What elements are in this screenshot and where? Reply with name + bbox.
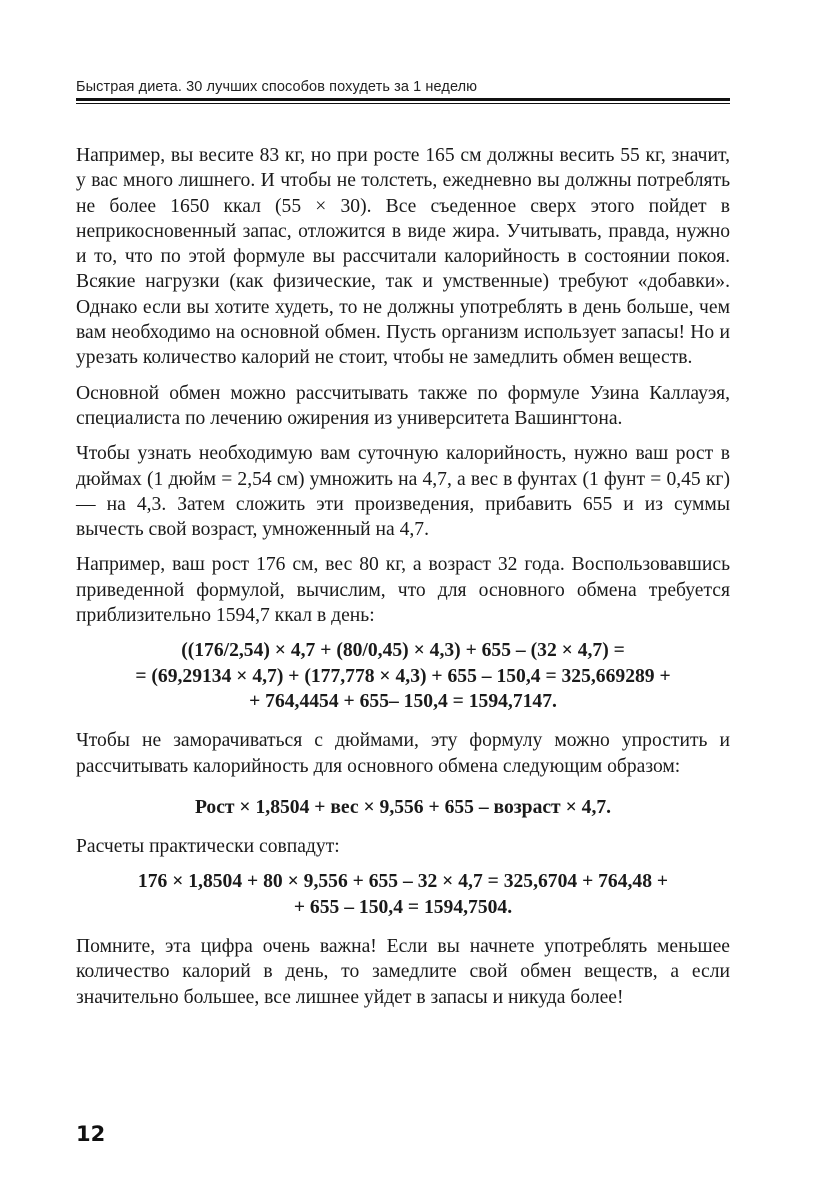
formula-1-line-3: + 764,4454 + 655– 150,4 = 1594,7147.	[249, 690, 557, 712]
paragraph-1: Например, вы весите 83 кг, но при росте 165 см должны весить 55 кг, значит, у вас много лишнего. И чтобы не толстеть, ежедневно вы должны потреблять не более 1650 ккал (55 × 30). Все съеденное сверх этого пойдет в неприкосновенный запас, отложится в виде жира. Учитывать, правда, нужно и то, что по этой формуле вы рассчитали калорийность в состоянии покоя. Всякие нагрузки (как физические, так и умственные) требуют «добавки». Однако если вы хотите худеть, то не должны употреблять в день больше, чем вам необходимо на основной обмен. Пусть организм использует запасы! Но и урезать количество калорий не стоит, чтобы не замедлить обмен веществ.	[76, 145, 730, 369]
formula-simplified	[76, 795, 730, 820]
formula-1-line-2: = (69,29134 × 4,7) + (177,778 × 4,3) + 655 – 150,4 = 325,669289 +	[135, 665, 671, 687]
page-body	[76, 143, 730, 1020]
formula-callaway-full	[76, 638, 730, 714]
paragraph-4: Например, ваш рост 176 см, вес 80 кг, а возраст 32 года. Воспользовавшись приведенной формулой, вычислим, что для основного обмена требуется приблизительно 1594,7 ккал в день:	[76, 554, 730, 627]
formula-3-line-1: 176 × 1,8504 + 80 × 9,556 + 655 – 32 × 4,7 = 325,6704 + 764,48 +	[137, 871, 669, 893]
paragraph-5: Чтобы не заморачиваться с дюймами, эту формулу можно упростить и рассчитывать калорийность для основного обмена следующим образом:	[76, 730, 730, 777]
paragraph-7: Помните, эта цифра очень важна! Если вы начнете употреблять меньшее количество калорий в день, то замедлите свой обмен веществ, а если значительно большее, все лишнее уйдет в запасы и никуда более!	[76, 936, 730, 1008]
page-number: 12	[76, 1122, 106, 1146]
header-rule-thick	[76, 98, 730, 101]
formula-2-line-1: Рост × 1,8504 + вес × 9,556 + 655 – возраст × 4,7.	[194, 796, 612, 818]
paragraph-6: Расчеты практически совпадут:	[76, 836, 340, 858]
paragraph-2: Основной обмен можно рассчитывать также по формуле Узина Каллауэя, специалиста по лечению ожирения из университета Вашингтона.	[76, 382, 730, 429]
formula-3-line-2: + 655 – 150,4 = 1594,7504.	[293, 896, 513, 918]
running-title: Быстрая диета. 30 лучших способов похудеть за 1 неделю	[76, 79, 478, 95]
paragraph-3: Чтобы узнать необходимую вам суточную калорийность, нужно ваш рост в дюймах (1 дюйм = 2,54 см) умножить на 4,7, а вес в фунтах (1 фунт = 0,45 кг) — на 4,3. Затем сложить эти произведения, прибавить 655 и из суммы вычесть свой возраст, умноженный на 4,7.	[76, 443, 730, 541]
formula-simplified-example	[76, 869, 730, 920]
header-rule-thin	[76, 103, 730, 104]
formula-1-line-1: ((176/2,54) × 4,7 + (80/0,45) × 4,3) + 655 – (32 × 4,7) =	[181, 640, 625, 662]
